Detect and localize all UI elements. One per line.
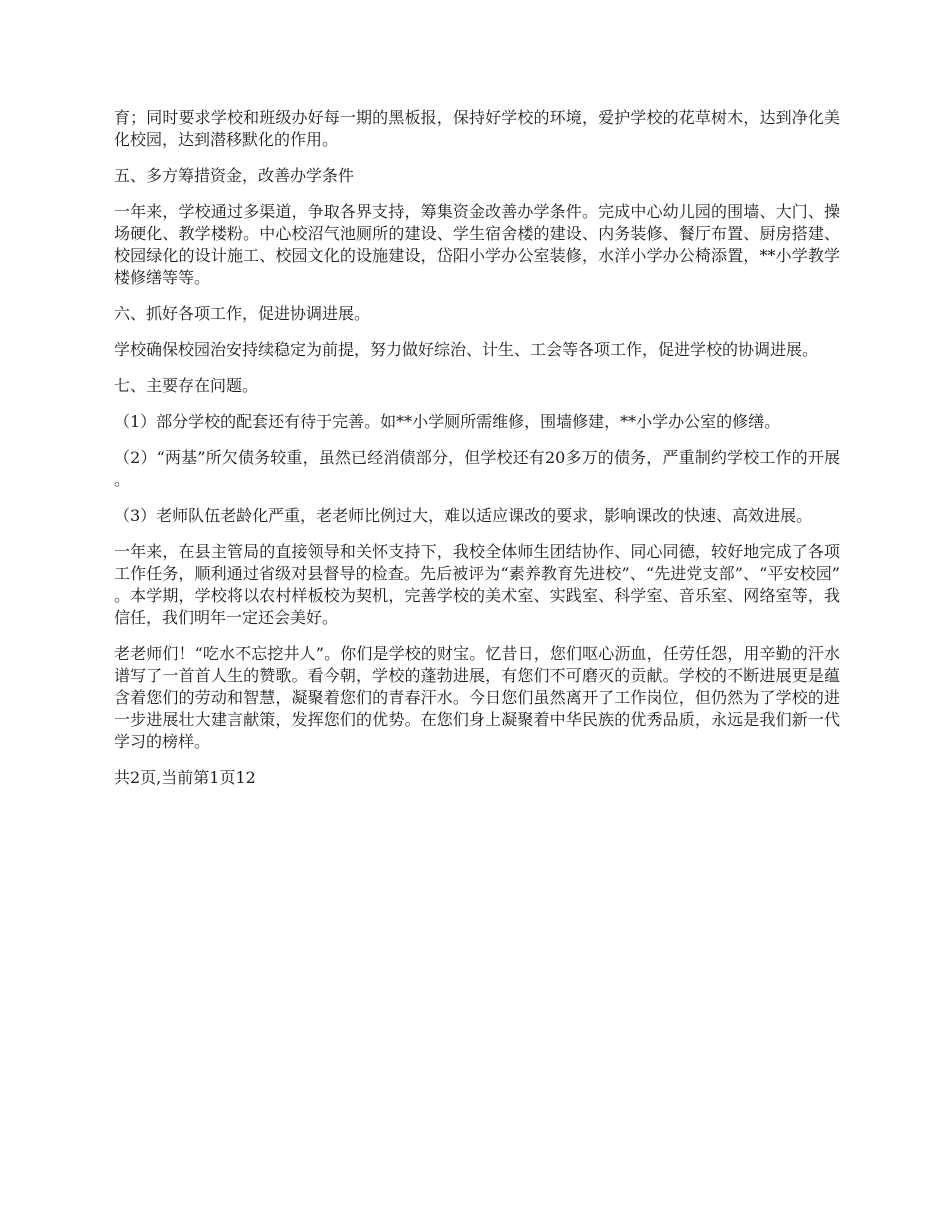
paragraph-tribute: 老老师们！“吃水不忘挖井人”。你们是学校的财宝。忆昔日，您们呕心沥血，任劳任怨，用辛勤的汗水谱写了一首首人生的赞歌。看今朝，学校的蓬勃进展，有您们不可磨灭的贡献。学校的不断进展更是蕴含着您们的劳动和智慧，凝聚着您们的青春汗水。今日您们虽然离开了工作岗位，但仍然为了学校的进一步进展壮大建言献策，发挥您们的优势。在您们身上凝聚着中华民族的优秀品质，永远是我们新一代学习的榜样。 — [114, 644, 840, 751]
section-heading-7: 七、主要存在问题。 — [114, 376, 259, 395]
paragraph-environment: 育；同时要求学校和班级办好每一期的黑板报，保持好学校的环境，爱护学校的花草树木，达到净化美化校园，达到潜移默化的作用。 — [114, 108, 840, 149]
section-heading-5: 五、多方筹措资金，改善办学条件 — [114, 166, 355, 185]
paragraph-coordination: 学校确保校园治安持续稳定为前提，努力做好综治、计生、工会等各项工作，促进学校的协调进展。 — [114, 340, 819, 359]
problem-item-1: （1）部分学校的配套还有待于完善。如**小学厕所需维修，围墙修建，**小学办公室的修缮。 — [114, 412, 781, 431]
problem-item-2: （2）“两基”所欠债务较重，虽然已经消债部分，但学校还有20多万的债务，严重制约学校工作的开展。 — [114, 448, 840, 489]
page-indicator: 共2页,当前第1页12 — [114, 768, 256, 787]
problem-item-3: （3）老师队伍老龄化严重，老老师比例过大，难以适应课改的要求，影响课改的快速、高效进展。 — [114, 506, 813, 525]
section-heading-6: 六、抓好各项工作，促进协调进展。 — [114, 304, 371, 323]
paragraph-summary: 一年来，在县主管局的直接领导和关怀支持下，我校全体师生团结协作、同心同德，较好地完成了各项工作任务，顺利通过省级对县督导的检查。先后被评为“素养教育先进校”、“先进党支部”、“平安校园”。本学期，学校将以农村样板校为契机，完善学校的美术室、实践室、科学室、音乐室、网络室等，我信任，我们明年一定还会美好。 — [114, 542, 840, 627]
paragraph-funding: 一年来，学校通过多渠道，争取各界支持，筹集资金改善办学条件。完成中心幼儿园的围墙、大门、操场硬化、教学楼粉。中心校沼气池厕所的建设、学生宿舍楼的建设、内务装修、餐厅布置、厨房搭建、校园绿化的设计施工、校园文化的设施建设，岱阳小学办公室装修，水洋小学办公椅添置，**小学教学楼修缮等等。 — [114, 202, 840, 287]
document-body — [114, 107, 840, 789]
